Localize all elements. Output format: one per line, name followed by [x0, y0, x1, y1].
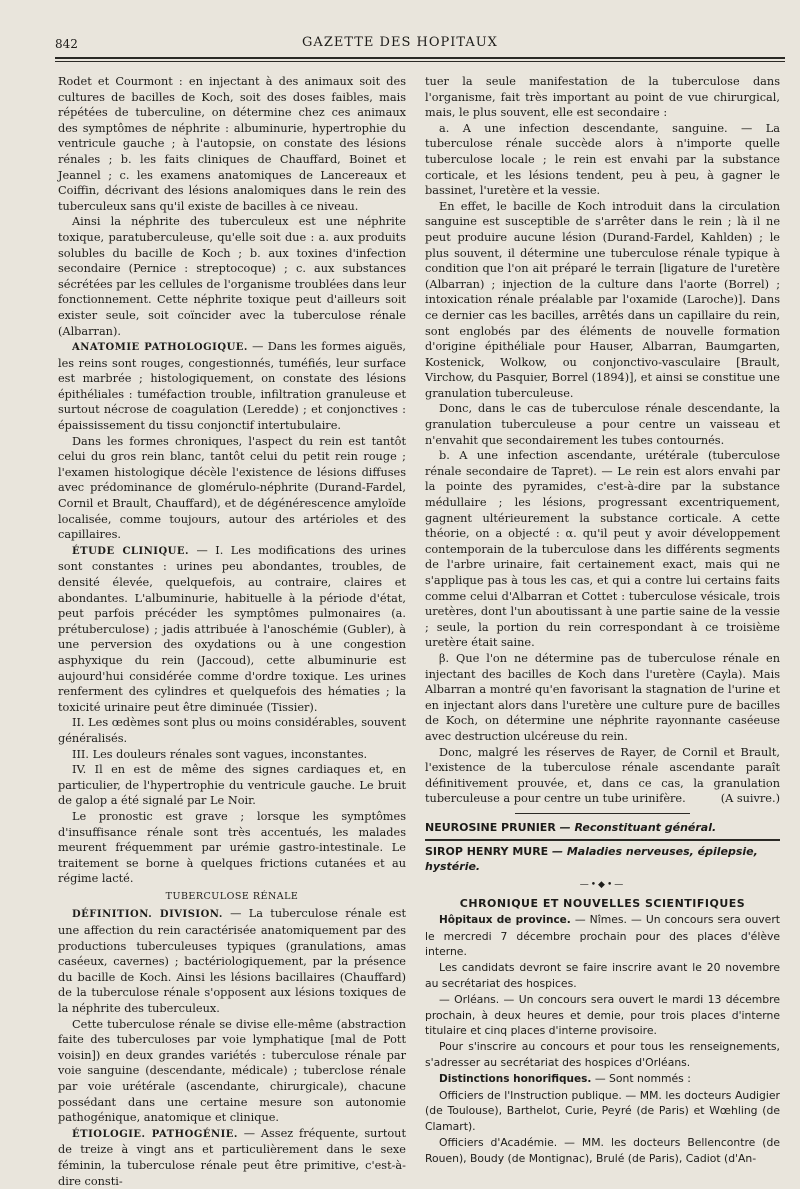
ad-name: NEUROSINE PRUNIER — [425, 820, 556, 834]
section-heading: ANATOMIE PATHOLOGIQUE. — [72, 342, 248, 354]
paragraph: Ainsi la néphrite des tuberculeux est une néphrite toxique, paratuberculeuse, qu'elle soit due : a. aux produits solubles du bacille de Koch ; b. aux toxines d'infection secondaire (Pernice : streptocoque) ; c. aux substances sécrétées par les cellules de l'organisme troublées dans leur fonctionnement. Cette néphrite toxique peut d'ailleurs soit exister seule, soit coïncider avec la tuberculose rénale (Albarran). — [58, 215, 406, 338]
paragraph: En effet, le bacille de Koch introduit dans la circulation sanguine est susceptible de s'arrêter dans le rein ; là il ne peut produire aucune lésion (Durand-Fardel, Kahlden) ; le plus souvent, il détermine une tuberculose rénale typique à condition que l'on ait préparé le terrain [ligature de l'uretère (Albarran) ; injection de la culture dans l'aorte (Borrel) ; intoxication rénale préalable par l'oxamide (Laroche)]. Dans ce dernier cas les bacilles, arrêtés dans un capillaire du rein, sont englobés par des éléments de nouvelle formation d'origine épithéliale pour Hauser, Albarran, Baumgarten, Kostenick, Wolkow, ou conjonctivo-vasculaire [Brault, Virchow, du Pasquier, Borrel (1894)], et ainsi se constitue une granulation tuberculeuse. — [425, 199, 780, 400]
paragraph — [425, 1071, 780, 1088]
page-number: 842 — [55, 37, 78, 51]
section-heading: ÉTIOLOGIE. PATHOGÉNIE. — [72, 1128, 238, 1140]
ad-name: SIROP HENRY MURE — [425, 844, 549, 858]
paragraph-text: — La tuberculose rénale est une affection du rein caractérisée anatomiquement par des productions tuberculeuses typiques (granulations, amas caséeux, cavernes) ; bactériologiquement, par la présence du bacille de Koch. Ainsi les lésions bacillaires (Chauffard) de la tuberculose rénale s'opposent aux lésions toxiques de la néphrite des tuberculeux. — [58, 907, 406, 1016]
paragraph: Dans les formes chroniques, l'aspect du rein est tantôt celui du gros rein blanc, tantôt celui du petit rein rouge ; l'examen histologique décèle l'existence de lésions diffuses avec prédominance de glomérulo-néphrite (Durand-Fardel, Cornil et Brault, Chauffard), et de dégénérescence amyloïde localisée, comme toujours, autour des artérioles et des capillaires. — [58, 434, 406, 542]
paragraph: IV. Il en est de même des signes cardiaques et, en particulier, de l'hypertrophie du ventricule gauche. Le bruit de galop a été signalé par Le Noir. — [58, 763, 406, 808]
divider — [425, 839, 780, 841]
news-section — [425, 912, 780, 1167]
paragraph — [58, 339, 406, 434]
paragraph — [58, 1126, 406, 1189]
paragraph — [425, 745, 780, 807]
paragraph: Pour s'inscrire au concours et pour tous les renseignements, s'adresser au secrétariat des hospices d'Orléans. — [425, 1040, 780, 1070]
paragraph: Cette tuberculose rénale se divise elle-même (abstraction faite des tuberculoses par voie lymphatique [mal de Pott voisin]) en deux grandes variétés : tuberculose rénale par voie sanguine (descendante, médicale) ; tuberclose rénale par voie urétérale (ascendante, chirurgicale), chacune possédant dans une certaine mesure son autonomie pathogénique, anatomique et clinique. — [58, 1017, 406, 1125]
ad-desc: — Reconstituant général. — [555, 820, 717, 834]
paragraph: a. A une infection descendante, sanguine. — La tuberculose rénale succède alors à n'importe quelle tuberculose locale ; le rein est envahi par la substance corticale, et les lésions tendent, peu à peu, à gagner le bassinet, l'uretère et la vessie. — [425, 121, 780, 198]
header-rule — [55, 57, 785, 59]
paragraph-text: Donc, malgré les réserves de Rayer, de Cornil et Brault, l'existence de la tuberculose rénale ascendante paraît définitivement prouvée, et, dans ce cas, la granulation tuberculeuse a pour centre un tube urinifère. — [425, 745, 780, 806]
advertisement — [425, 820, 780, 836]
paragraph: β. Que l'on ne détermine pas de tuberculose rénale en injectant des bacilles de Koch dans l'uretère (Cayla). Mais Albarran a montré qu'en favorisant la stagnation de l'urine et en injectant alors dans l'uretère une culture pure de bacilles de Koch, on détermine une néphrite rayonnante caséeuse avec destruction ulcéreuse du rein. — [425, 651, 780, 743]
news-heading: Distinctions honorifiques. — [439, 1072, 592, 1085]
paragraph: Officiers d'Académie. — MM. les docteurs Bellencontre (de Rouen), Boudy (de Montignac), Brulé (de Paris), Cadiot (d'An- — [425, 1136, 780, 1165]
paragraph: tuer la seule manifestation de la tuberculose dans l'organisme, fait très important au point de vue chirurgical, mais, le plus souvent, elle est secondaire : — [425, 75, 780, 120]
advertisement — [425, 844, 780, 875]
paragraph: b. A une infection ascendante, urétérale (tuberculose rénale secondaire de Tapret). — Le rein est alors envahi par la pointe des pyramides, c'est-à-dire par la substance médullaire ; les lésions, progressant excentriquement, gagnent ultérieurement la substance corticale. A cette théorie, on a objecté : α. qu'il peut y avoir développement contemporain de la tuberculose dans les différents segments de l'arbre urinaire, fait certainement exact, mais qui ne s'applique pas à tous les cas, et qui a contre lui certains faits comme celui d'Albarran et Cottet : tuberculose vésicale, trois uretères, dont l'un aboutissant à une partie saine de la vessie ; seule, la portion du rein correspondant à ce troisième uretère était saine. — [425, 449, 780, 650]
running-title: GAZETTE DES HOPITAUX — [302, 35, 498, 50]
ornament-icon: —•◆•— — [579, 879, 626, 890]
ad-desc: — Maladies nerveuses, épilepsie, hystérie. — [425, 844, 758, 874]
section-heading: DÉFINITION. DIVISION. — [72, 909, 223, 921]
to-be-continued: (A suivre.) — [720, 792, 780, 806]
divider — [515, 813, 690, 814]
paragraph — [58, 906, 406, 1016]
paragraph-text: — Assez fréquente, surtout de treize à vingt ans et particulièrement dans le sexe féminin, la tuberculose rénale peut être primitive, c'est-à-dire consti- — [58, 1126, 407, 1188]
paragraph-text: — Dans les formes aiguës, les reins sont rouges, congestionnés, tuméfiés, leur surface est marbrée ; histologiquement, on constate des lésions épithéliales : tuméfaction trouble, infiltration granuleuse et surtout nécrose de coagulation (Leredde) ; et conjonctives : épaississement du tissu conjonctif intertubulaire. — [58, 340, 406, 433]
subheading: TUBERCULOSE RÉNALE — [165, 890, 299, 902]
paragraph — [425, 912, 780, 960]
paragraph: II. Les œdèmes sont plus ou moins considérables, souvent généralisés. — [58, 716, 406, 745]
left-column — [58, 74, 406, 1189]
paragraph: Les candidats devront se faire inscrire avant le 20 novembre au secrétariat des hospices. — [425, 961, 780, 991]
paragraph: Rodet et Courmont : en injectant à des animaux soit des cultures de bacilles de Koch, soit des doses faibles, mais répétées de tuberculine, on détermine chez ces animaux des symptômes de néphrite : albuminurie, hypertrophie du ventricule gauche ; à l'autopsie, on constate des lésions rénales ; b. les faits cliniques de Chauffard, Boinet et Jeannel ; c. les examens anatomiques de Lancereaux et Coiffin, décrivant des lésions analomiques dans le rein des tuberculeux sans qu'il existe de bacilles à ce niveau. — [58, 75, 406, 213]
right-column — [425, 74, 780, 1167]
header-rule-thin — [55, 61, 785, 62]
paragraph-text: — Sont nommés : — [591, 1071, 691, 1085]
paragraph — [58, 543, 406, 716]
news-heading: Hôpitaux de province. — [439, 913, 571, 926]
section-title: CHRONIQUE ET NOUVELLES SCIENTIFIQUES — [459, 897, 746, 911]
paragraph: Officiers de l'Instruction publique. — MM. les docteurs Audigier (de Toulouse), Barthelot, Curie, Peyré (de Paris) et Wœhling (de Clamart). — [425, 1088, 780, 1134]
paragraph: Donc, dans le cas de tuberculose rénale descendante, la granulation tuberculeuse a pour centre un vaisseau et n'envahit que secondairement les tubes contournés. — [425, 402, 780, 447]
section-heading: ÉTUDE CLINIQUE. — [72, 545, 189, 557]
paragraph-text: — I. Les modifications des urines sont constantes : urines peu abondantes, troubles, de densité élevée, quelquefois, au contraire, claires et abondantes. L'albuminurie, habituelle à la période d'état, peut parfois précéder les symptômes pulmonaires (a. prétuberculose) ; jadis attribuée à l'anoschémie (Gubler), à une perversion des oxydations ou à une congestion asphyxique du rein (Jaccoud), cette albuminurie est aujourd'hui considérée comme d'ordre toxique. Les urines renferment des cylindres et quelquefois des hématies ; la toxicité urinaire peut être diminuée (Tissier). — [58, 543, 406, 714]
paragraph: — Orléans. — Un concours sera ouvert le mardi 13 décembre prochain, à deux heures et demie, pour trois places d'interne titulaire et cinq places d'interne provisoire. — [425, 992, 780, 1038]
paragraph-text: — Nîmes. — Un concours sera ouvert le mercredi 7 décembre prochain pour des places d'élève interne. — [425, 912, 780, 959]
paragraph: III. Les douleurs rénales sont vagues, inconstantes. — [72, 747, 368, 761]
paragraph: Le pronostic est grave ; lorsque les symptômes d'insuffisance rénale sont très accentués, les malades meurent fréquemment par urémie gastro-intestinale. Le traitement se borne à quelques frictions cutanées et au régime lacté. — [58, 809, 406, 886]
